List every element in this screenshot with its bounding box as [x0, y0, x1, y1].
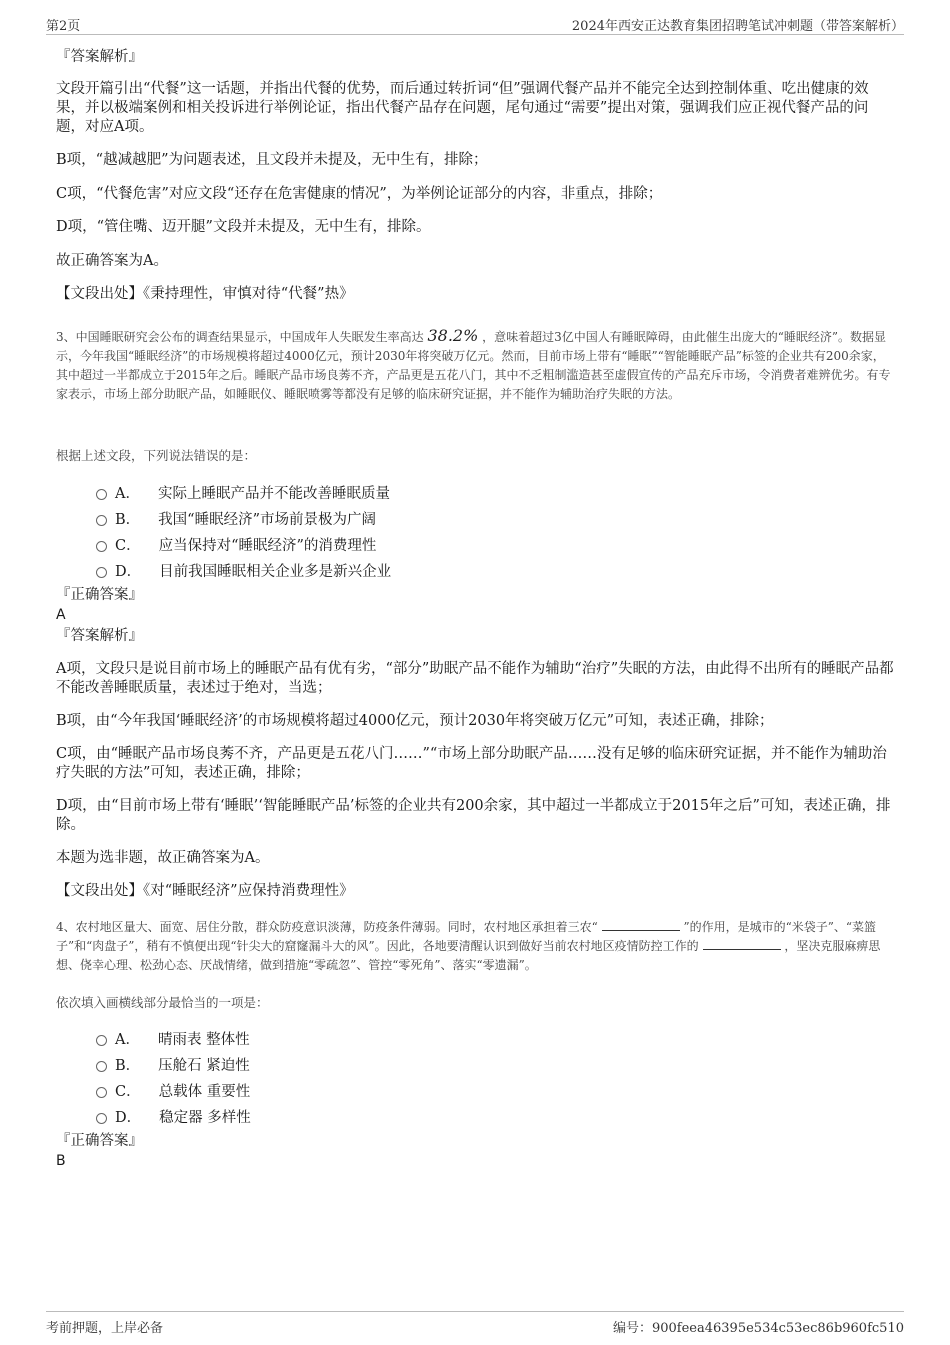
q4-option-c[interactable]: [96, 1080, 250, 1101]
prev-analysis-para-a: 文段开篇引出“代餐”这一话题，并指出代餐的优势，而后通过转折词“但”强调代餐产品并不能完全达到控制体重、吃出健康的效果，并以极端案例和相关投诉进行举例论证，指出代餐产品存在问题，尾句通过“需要”提出对策，强调我们应正视代餐产品的问题，对应A项。: [56, 81, 869, 135]
q4-option-b[interactable]: [96, 1054, 250, 1075]
page-number: 第2页: [46, 19, 81, 34]
q4-option-a[interactable]: [96, 1028, 250, 1049]
option-text: 稳定器 多样性: [159, 1110, 251, 1126]
radio-button[interactable]: [96, 1035, 107, 1046]
option-letter: A．: [115, 1032, 140, 1048]
radio-button[interactable]: [96, 541, 107, 552]
q3-source: 【文段出处】《对“睡眠经济”应保持消费理性》: [56, 883, 354, 899]
radio-button[interactable]: [96, 1113, 107, 1124]
q3-option-d[interactable]: [96, 560, 391, 581]
radio-button[interactable]: [96, 1061, 107, 1072]
question-3-prompt: 根据上述文段，下列说法错误的是：: [56, 448, 257, 463]
q3-analysis-d: D项，由“目前市场上带有‘睡眠’‘智能睡眠产品’标签的企业共有200余家，其中超过一半都成立于2015年之后”可知，表述正确，排除。: [56, 798, 891, 833]
option-letter: C．: [115, 538, 141, 554]
radio-button[interactable]: [96, 515, 107, 526]
option-text: 应当保持对“睡眠经济”的消费理性: [158, 538, 377, 554]
prev-analysis-para-b: B项，“越减越肥”为问题表述，且文段并未提及，无中生有，排除；: [56, 152, 488, 168]
q4-option-d[interactable]: [96, 1106, 251, 1127]
radio-button[interactable]: [96, 567, 107, 578]
option-text: 实际上睡眠产品并不能改善睡眠质量: [157, 486, 390, 502]
q3-analysis-c: C项，由“睡眠产品市场良莠不齐，产品更是五花八门……”“市场上部分助眠产品……没有足够的临床研究证据，并不能作为辅助治疗失眠的方法”可知，表述正确，排除；: [56, 746, 887, 781]
page-footer: [46, 1311, 904, 1338]
q3-option-c[interactable]: [96, 534, 376, 555]
prev-analysis-para-d: D项，“管住嘴、迈开腿”文段并未提及，无中生有，排除。: [56, 219, 431, 235]
q4-answer-label: 『正确答案』: [56, 1133, 143, 1149]
footer-slogan: 考前押题，上岸必备: [46, 1321, 164, 1336]
prev-source: 【文段出处】《秉持理性，审慎对待“代餐”热》: [56, 286, 354, 302]
q3-analysis-b: B项，由“今年我国‘睡眠经济’的市场规模将超过4000亿元，预计2030年将突破万亿元”可知，表述正确，排除；: [56, 713, 774, 729]
fill-blank-2[interactable]: [703, 937, 781, 950]
option-letter: A．: [115, 486, 140, 502]
q3-analysis-label: 『答案解析』: [56, 628, 143, 644]
option-text: 总载体 重要性: [158, 1084, 251, 1100]
question-4-stem: [56, 918, 896, 975]
question-4-text-a: 4、农村地区量大、面宽、居住分散，群众防疫意识淡薄，防疫条件薄弱。同时，农村地区承担着三农“: [56, 920, 598, 934]
q4-answer: B: [56, 1153, 66, 1169]
option-letter: B．: [115, 1058, 141, 1074]
q3-analysis-a: A项，文段只是说目前市场上的睡眠产品有优有劣，“部分”助眠产品不能作为辅助“治疗”失眠的方法，由此得不出所有的睡眠产品都不能改善睡眠质量，表述过于绝对，当选；: [56, 661, 894, 696]
q3-answer: A: [56, 607, 66, 623]
question-4-text-c: ，坚决克服麻痹思想、侥幸心理、松劲心态、厌战情绪，做到措施“零疏忽”、管控“零死角”、落实“零遗漏”。: [56, 939, 881, 972]
document-id: 编号：900feea46395e534c53ec86b960fc510: [612, 1321, 904, 1336]
q3-option-a[interactable]: [96, 482, 390, 503]
option-letter: C．: [115, 1084, 141, 1100]
question-3-stem: [56, 326, 896, 404]
question-3-text-b: ，意味着超过3亿中国人有睡眠障碍，由此催生出庞大的“睡眠经济”。数据显示，今年我国“睡眠经济”的市场规模将超过4000亿元，预计2030年将突破万亿元。然而，目前市场上带有“睡眠”“智能睡眠产品”标签的企业共有200余家，其中超过一半都成立于2015年之后。睡眠产品市场良莠不齐，产品更是五花八门，其中不乏粗制滥造甚至虚假宣传的产品充斥市场，令消费者难辨优劣。有专家表示，市场上部分助眠产品，如睡眠仪、睡眠喷雾等都没有足够的临床研究证据，并不能作为辅助治疗失眠的方法。: [56, 330, 891, 401]
q3-answer-label: 『正确答案』: [56, 587, 143, 603]
option-letter: D．: [115, 1110, 142, 1126]
prev-conclusion: 故正确答案为A。: [56, 253, 168, 269]
option-text: 我国“睡眠经济”市场前景极为广阔: [158, 512, 376, 528]
question-3-text-a: 3、中国睡眠研究会公布的调查结果显示，中国成年人失眠发生率高达: [56, 330, 424, 344]
radio-button[interactable]: [96, 489, 107, 500]
option-text: 晴雨表 整体性: [157, 1032, 250, 1048]
insomnia-rate: 38.2%: [427, 326, 479, 345]
option-letter: D．: [115, 564, 142, 580]
question-4-prompt: 依次填入画横线部分最恰当的一项是：: [56, 995, 269, 1010]
fill-blank-1[interactable]: [602, 918, 680, 931]
option-text: 目前我国睡眠相关企业多是新兴企业: [159, 564, 392, 580]
option-letter: B．: [115, 512, 141, 528]
prev-analysis-label: 『答案解析』: [56, 49, 143, 65]
radio-button[interactable]: [96, 1087, 107, 1098]
q3-conclusion: 本题为选非题，故正确答案为A。: [56, 850, 270, 866]
prev-analysis-para-c: C项，“代餐危害”对应文段“还存在危害健康的情况”，为举例论证部分的内容，非重点，排除；: [56, 186, 663, 202]
page-header: [46, 12, 904, 35]
q3-option-b[interactable]: [96, 508, 376, 529]
question-4-text-b: ”的作用，是城市的“米袋子”、“菜篮子”和“肉盘子”，稍有不慎便出现“针尖大的窟窿漏斗大的风”。因此，各地要清醒认识到做好当前农村地区疫情防控工作的: [56, 920, 876, 953]
document-title: 2024年西安正达教育集团招聘笔试冲刺题（带答案解析）: [571, 19, 904, 34]
option-text: 压舱石 紧迫性: [158, 1058, 250, 1074]
